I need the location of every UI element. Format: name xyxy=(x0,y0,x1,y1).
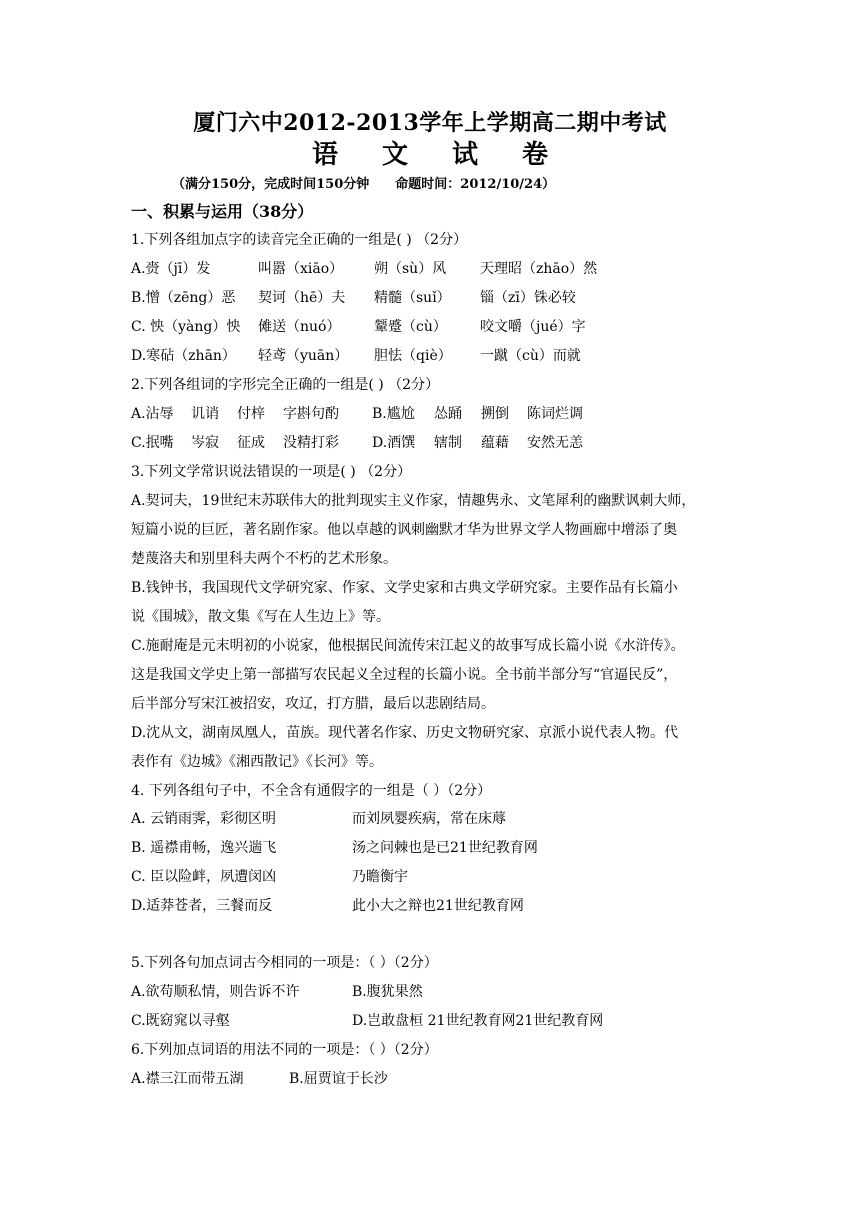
option-item: B. 遥襟甫畅，逸兴遄飞 xyxy=(131,840,277,856)
option-item: C.既窈窕以寻壑 xyxy=(131,1013,230,1029)
paragraph-line: 说《围城》，散文集《写在人生边上》等。 xyxy=(131,609,390,625)
option-item: 一蹴（cù）而就 xyxy=(480,348,581,364)
question-3-stem: 3.下列文学常识说法错误的一项是( ) （2分） xyxy=(131,464,412,480)
subtitle-char: 试 xyxy=(452,140,479,170)
option-item: 颦蹙（cù） xyxy=(374,319,447,335)
subtitle-char: 卷 xyxy=(522,140,549,170)
paragraph-line: D.沈从文，湖南凤凰人，苗族。现代著名作家、历史文物研究家、京派小说代表人物。代 xyxy=(131,725,679,741)
option-item: A.欲苟顺私情，则告诉不许 xyxy=(131,984,300,1000)
option-item: 岑寂 xyxy=(191,435,219,451)
paragraph-line: A.契诃夫，19世纪末苏联伟大的批判现实主义作家，情趣隽永、文笔犀利的幽默讽刺大师， xyxy=(131,493,696,509)
option-item: C. 臣以险衅，夙遭闵凶 xyxy=(131,869,277,885)
option-item: D.岂敢盘桓 21世纪教育网21世纪教育网 xyxy=(352,1013,604,1029)
option-item: 咬文嚼（jué）字 xyxy=(480,319,586,335)
option-item: C.抿嘴 xyxy=(131,435,174,451)
option-item: 字斟句酌 xyxy=(283,406,339,422)
exam-subtitle xyxy=(0,134,860,171)
option-item: 没精打彩 xyxy=(283,435,339,451)
paragraph-line: 短篇小说的巨匠，著名剧作家。他以卓越的讽刺幽默才华为世界文学人物画廊中增添了奥 xyxy=(131,522,677,538)
option-item: 而刘夙婴疾病，常在床蓐 xyxy=(352,811,506,827)
subtitle-char: 语 xyxy=(311,140,338,170)
option-item: A.沾辱 xyxy=(131,406,174,422)
option-item: D.酒馔 xyxy=(372,435,416,451)
question-4-stem: 4. 下列各组句子中，不全含有通假字的一组是（ ）（2分） xyxy=(131,783,492,799)
paragraph-line: 表作有《边城》《湘西散记》《长河》等。 xyxy=(131,754,383,770)
option-item: A. 云销雨霁，彩彻区明 xyxy=(131,811,277,827)
option-item: 征成 xyxy=(237,435,265,451)
option-item: 汤之问棘也是已21世纪教育网 xyxy=(352,840,538,856)
option-item: D.寒砧（zhān） xyxy=(131,348,236,364)
option-item: C. 怏（yàng）怏 xyxy=(131,319,241,335)
paragraph-line: 后半部分写宋江被招安，攻辽，打方腊，最后以悲剧结局。 xyxy=(131,696,495,712)
option-item: 付梓 xyxy=(237,406,265,422)
option-item: D.适莽苍者，三餐而反 xyxy=(131,898,273,914)
option-item: B.屈贾谊于长沙 xyxy=(289,1071,388,1087)
option-item: B.尴尬 xyxy=(372,406,415,422)
question-6-stem: 6.下列加点词语的用法不同的一项是：（ ）（2分） xyxy=(131,1042,438,1058)
paragraph-line: 这是我国文学史上第一部描写农民起义全过程的长篇小说。全书前半部分写“官逼民反”， xyxy=(131,667,678,683)
option-item: 此小大之辩也21世纪教育网 xyxy=(352,898,524,914)
option-item: 陈词烂调 xyxy=(527,406,583,422)
option-item: 蕴藉 xyxy=(481,435,509,451)
question-1-stem: 1.下列各组加点字的读音完全正确的一组是( ) （2分） xyxy=(131,232,468,248)
option-item: 锱（zī）铢必较 xyxy=(480,290,576,306)
option-item: 轻鸢（yuān） xyxy=(258,348,349,364)
question-5-stem: 5.下列各句加点词古今相同的一项是：（ ）（2分） xyxy=(131,955,438,971)
option-item: 叫嚣（xiāo） xyxy=(258,261,344,277)
option-item: B.憎（zēng）恶 xyxy=(131,290,236,306)
option-item: 怂踊 xyxy=(434,406,462,422)
option-item: 胆怯（qiè） xyxy=(374,348,452,364)
option-item: 搠倒 xyxy=(481,406,509,422)
option-item: 天理昭（zhāo）然 xyxy=(480,261,598,277)
paragraph-line: 楚蔑洛夫和别里科夫两个不朽的艺术形象。 xyxy=(131,551,397,567)
exam-title: 厦门六中2012-2013学年上学期高二期中考试 xyxy=(193,110,667,136)
option-item: 安然无恙 xyxy=(527,435,583,451)
option-item: 契诃（hē）夫 xyxy=(258,290,346,306)
option-item: B.腹犹果然 xyxy=(352,984,423,1000)
exam-info-date: 命题时间：2012/10/24） xyxy=(395,177,556,192)
option-item: A.襟三江而带五湖 xyxy=(131,1071,244,1087)
question-2-stem: 2.下列各组词的字形完全正确的一组是( ) （2分） xyxy=(131,377,440,393)
option-item: A.赍（jī）发 xyxy=(131,261,211,277)
subtitle-char: 文 xyxy=(381,140,408,170)
option-item: 精髓（suǐ） xyxy=(374,290,451,306)
exam-info xyxy=(172,173,555,192)
option-item: 傩送（nuó） xyxy=(258,319,341,335)
paragraph-line: C.施耐庵是元末明初的小说家，他根据民间流传宋江起义的故事写成长篇小说《水浒传》。 xyxy=(131,638,685,654)
section-heading: 一、积累与运用（38分） xyxy=(131,202,314,221)
exam-info-score-time: （满分150分，完成时间150分钟 xyxy=(172,177,370,192)
option-item: 讥诮 xyxy=(191,406,219,422)
option-item: 乃瞻衡宇 xyxy=(352,869,408,885)
option-item: 辖制 xyxy=(434,435,462,451)
option-item: 朔（sù）风 xyxy=(374,261,447,277)
paragraph-line: B.钱钟书，我国现代文学研究家、作家、文学史家和古典文学研究家。主要作品有长篇小 xyxy=(131,580,678,596)
